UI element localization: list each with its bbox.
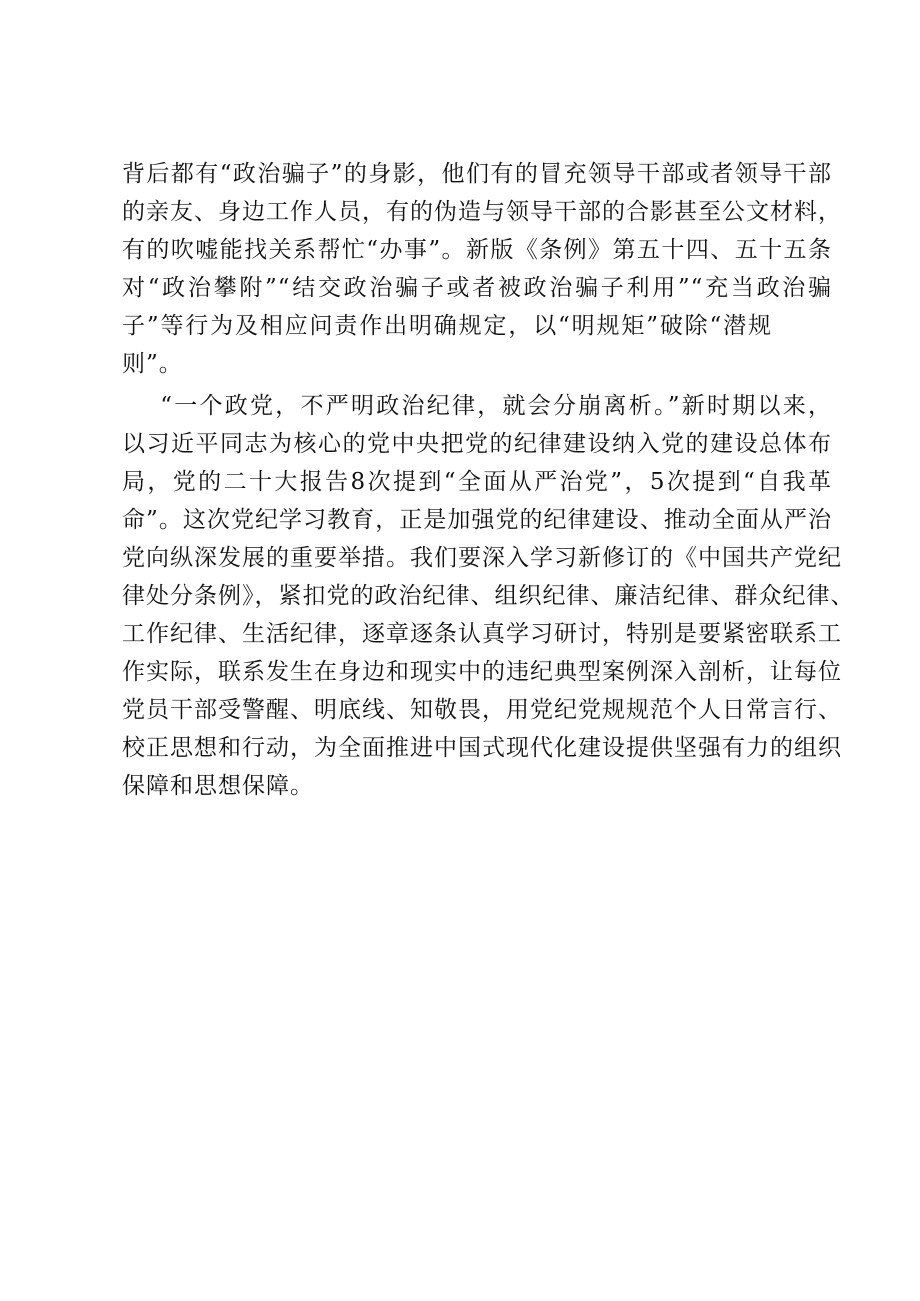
paragraph-1-line-4: 对“政治攀附”“结交政治骗子或者被政治骗子利用”“充当政治骗: [122, 275, 832, 301]
paragraph-2-line-4: 命”。这次党纪学习教育，正是加强党的纪律建设、推动全面从严治: [122, 507, 832, 533]
paragraph-2-line-11: 保障和思想保障。: [122, 773, 314, 799]
paragraph-2-line-8: 作实际，联系发生在身边和现实中的违纪典型案例深入剖析，让每位: [122, 659, 842, 685]
paragraph-2-line-1: “一个政党，不严明政治纪律，就会分崩离析。”新时期以来，: [122, 393, 832, 419]
paragraph-1-line-2: 的亲友、身边工作人员，有的伪造与领导干部的合影甚至公文材料，: [122, 199, 842, 225]
paragraph-2-line-10: 校正思想和行动，为全面推进中国式现代化建设提供坚强有力的组织: [122, 735, 842, 761]
paragraph-2-line-9: 党员干部受警醒、明底线、知敬畏，用党纪党规规范个人日常言行、: [122, 697, 842, 723]
paragraph-2-line-2: 以习近平同志为核心的党中央把党的纪律建设纳入党的建设总体布: [122, 431, 832, 457]
paragraph-1-line-5: 子”等行为及相应问责作出明确规定，以“明规矩”破除“潜规: [122, 313, 772, 339]
paragraph-1-line-6: 则”。: [122, 351, 183, 377]
paragraph-1-line-1: 背后都有“政治骗子”的身影，他们有的冒充领导干部或者领导干部: [122, 161, 832, 187]
paragraph-2-line-5: 党向纵深发展的重要举措。我们要深入学习新修订的《中国共产党纪: [122, 545, 842, 571]
paragraph-2-line-6: 律处分条例》，紧扣党的政治纪律、组织纪律、廉洁纪律、群众纪律、: [122, 583, 855, 609]
paragraph-2-line-7: 工作纪律、生活纪律，逐章逐条认真学习研讨，特别是要紧密联系工: [122, 621, 842, 647]
document-body: [122, 155, 855, 805]
paragraph-1-line-3: 有的吹嘘能找关系帮忙“办事”。新版《条例》第五十四、五十五条: [122, 237, 832, 263]
paragraph-2-line-3: 局，党的二十大报告8次提到“全面从严治党”，5次提到“自我革: [122, 469, 832, 495]
